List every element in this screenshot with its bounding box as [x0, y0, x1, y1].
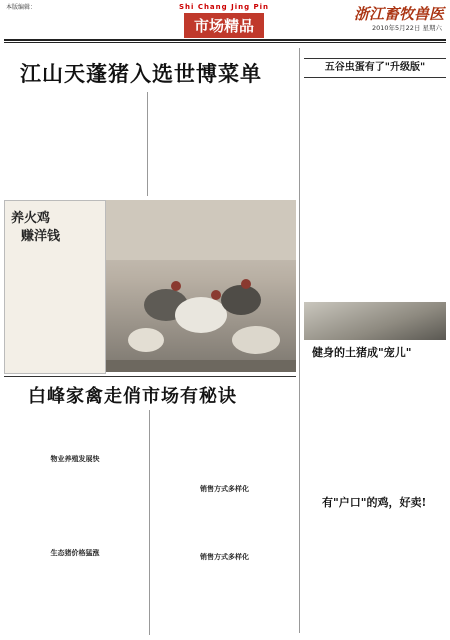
paper-date: 2010年5月22日 星期六: [371, 24, 442, 32]
section-pinyin: Shi Chang Jing Pin: [178, 3, 270, 11]
article2-col1-body2: [4, 558, 146, 634]
article1-col2: [150, 92, 295, 198]
article2-col1-intro: [4, 410, 146, 452]
article2-col2-body2: [153, 562, 296, 634]
column-divider: [149, 410, 150, 635]
turkey-farm-photo: [106, 200, 296, 372]
article2-subhead: 物业养殖发展快: [50, 455, 100, 463]
sidebar-caption-box: [4, 200, 106, 374]
right-title1: 五谷虫蛋有了"升级版": [324, 62, 426, 73]
article2-title: 白峰家禽走俏市场有秘诀: [28, 386, 237, 407]
section-title: 市场精品: [184, 13, 264, 38]
turkey-photo-image: [106, 200, 296, 372]
right-article3-body: [304, 512, 446, 634]
article2-subhead: 生态猪价格猛涨: [50, 549, 100, 557]
article1-col1: [4, 92, 144, 198]
right-title2: 健身的土猪成"宠儿": [312, 346, 412, 359]
sidebar-title-line1: 养火鸡: [11, 211, 51, 226]
right-article2-body: [304, 360, 446, 490]
right-title3: 有"户口"的鸡，好卖!: [322, 496, 427, 509]
section-masthead: [150, 3, 298, 37]
column-divider: [147, 92, 148, 196]
article2-col2-body: [153, 494, 296, 550]
article2-subhead: 销售方式多样化: [200, 485, 249, 493]
article2-subhead: 销售方式多样化: [200, 553, 249, 561]
article-divider: [4, 376, 296, 377]
sidebar-title-line2: 赚洋钱: [21, 229, 61, 244]
header-info: [6, 4, 36, 12]
pig-photo: [304, 302, 446, 340]
paper-name: 浙江畜牧兽医: [353, 5, 444, 23]
article1-title: 江山天蓬猪入选世博菜单: [20, 61, 262, 86]
header-rule: [4, 39, 446, 41]
right-article1-body: [304, 80, 446, 300]
article2-col1-body: [4, 464, 146, 548]
header-rule-thin: [4, 42, 446, 43]
sidebar-caption-text: [11, 249, 99, 367]
article2-col2-intro: [153, 410, 296, 480]
header-line: 本版编辑：: [6, 4, 37, 11]
right-title1-box: [304, 58, 446, 78]
column-divider: [299, 48, 300, 633]
